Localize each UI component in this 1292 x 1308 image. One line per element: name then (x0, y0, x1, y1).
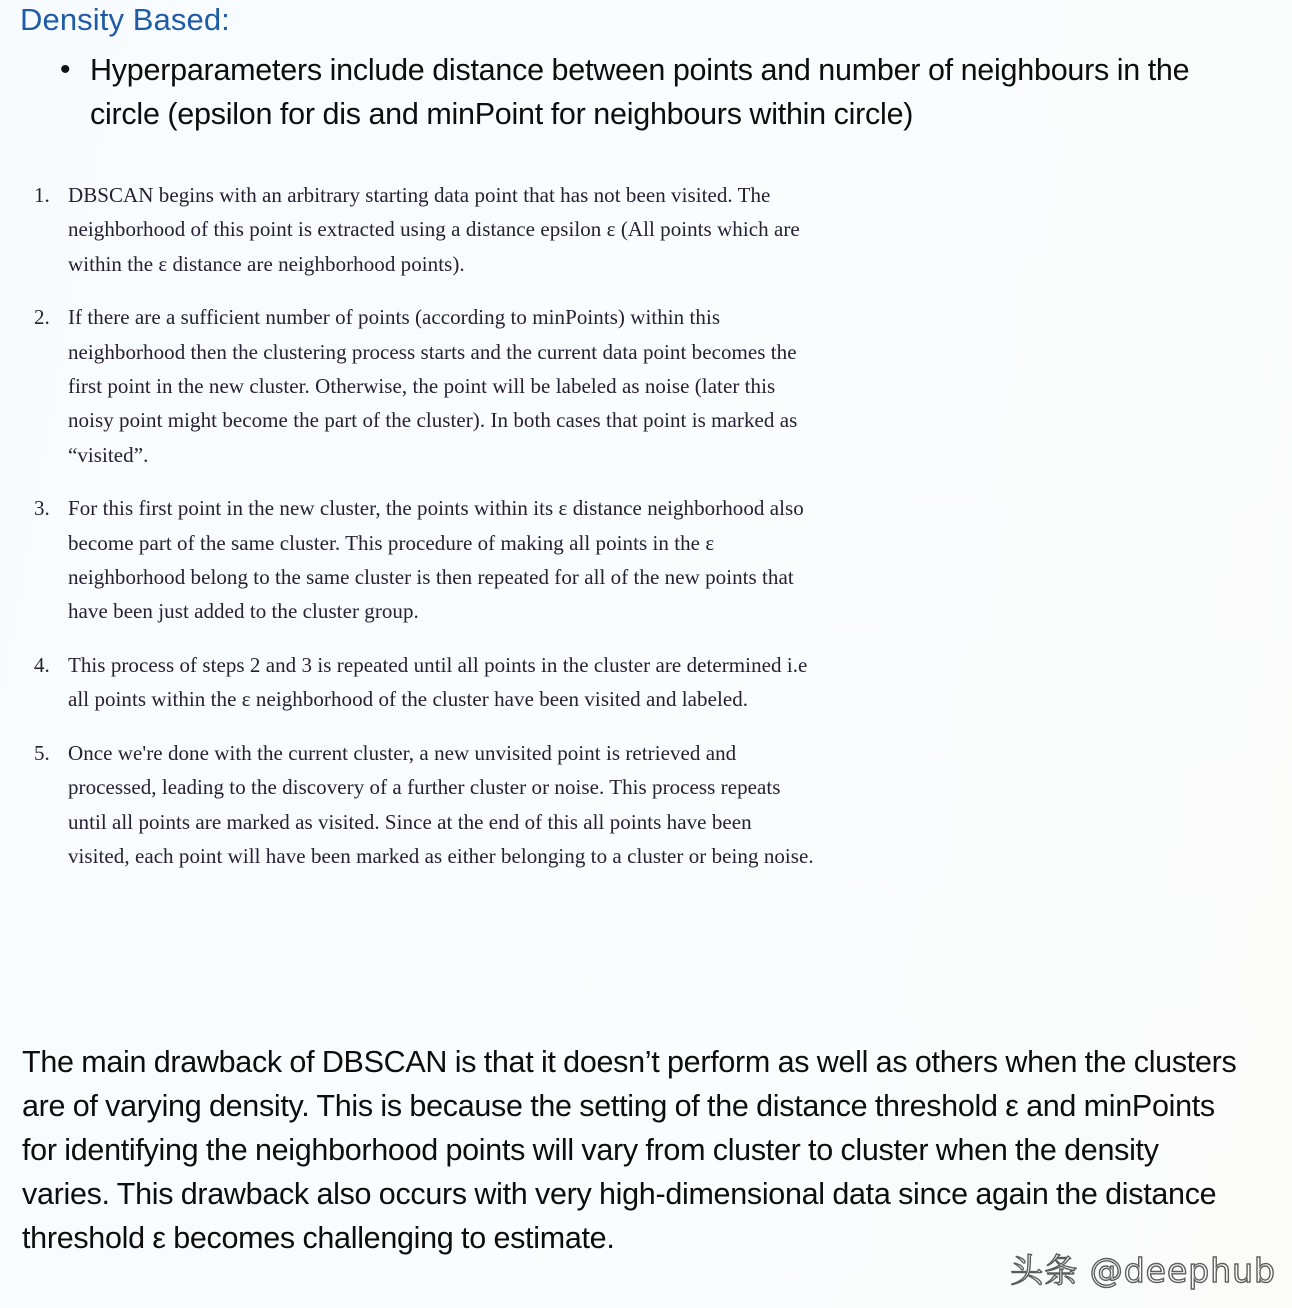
list-item (34, 648, 814, 717)
list-item-marker: 4. (34, 652, 50, 677)
list-item-text: This process of steps 2 and 3 is repeated until all points in the cluster are determined i.e all points within the ε neighborhood of the cluster have been visited and labeled. (68, 652, 808, 712)
bullet-dot-icon: • (60, 53, 71, 86)
list-item-text: DBSCAN begins with an arbitrary starting data point that has not been visited. The neighborhood of this point is extracted using a distance epsilon ε (All points which are within the ε distance are neighborhood points). (68, 183, 800, 276)
list-item-marker: 3. (34, 496, 50, 521)
list-item (34, 300, 814, 472)
closing-paragraph: The main drawback of DBSCAN is that it doesn’t perform as well as others when the clusters are of varying density. This is because the setting of the distance threshold ε and minPoints for identifying the neighborhood points will vary from cluster to cluster when the density varies. This drawback also occurs with very high-dimensional data since again the distance threshold ε becomes challenging to estimate. (22, 1045, 1237, 1255)
bullet-list (58, 48, 1254, 136)
list-item (34, 491, 814, 629)
list-item-text: For this first point in the new cluster, the points within its ε distance neighborhood also become part of the same cluster. This procedure of making all points in the ε neighborhood belong to the same cluster is then repeated for all of the new points that have been just added to the cluster group. (68, 496, 804, 624)
list-item-marker: 2. (34, 305, 50, 330)
list-item (34, 736, 814, 874)
list-item (58, 48, 1254, 136)
bullet-item-text: Hyperparameters include distance between points and number of neighbours in the circle (epsilon for dis and minPoint for neighbours within circle) (90, 53, 1190, 131)
list-item (34, 178, 814, 281)
list-item-marker: 1. (34, 183, 50, 207)
page-title: Density Based: (20, 2, 230, 37)
list-item-marker: 5. (34, 740, 50, 765)
list-item-text: If there are a sufficient number of points (according to minPoints) within this neighborhood then the clustering process starts and the current data point becomes the first point in the new cluster. Otherwise, the point will be labeled as noise (later this noisy point might become the part of the cluster). In both cases that point is marked as “visited”. (68, 305, 798, 467)
list-item-text: Once we're done with the current cluster, a new unvisited point is retrieved and processed, leading to the discovery of a further cluster or noise. This process repeats until all points are marked as visited. Since at the end of this all points have been visited, each point will have been marked as either belonging to a cluster or being noise. (68, 740, 814, 868)
numbered-list (34, 178, 814, 873)
watermark: 头条 @deephub (1010, 1251, 1276, 1290)
